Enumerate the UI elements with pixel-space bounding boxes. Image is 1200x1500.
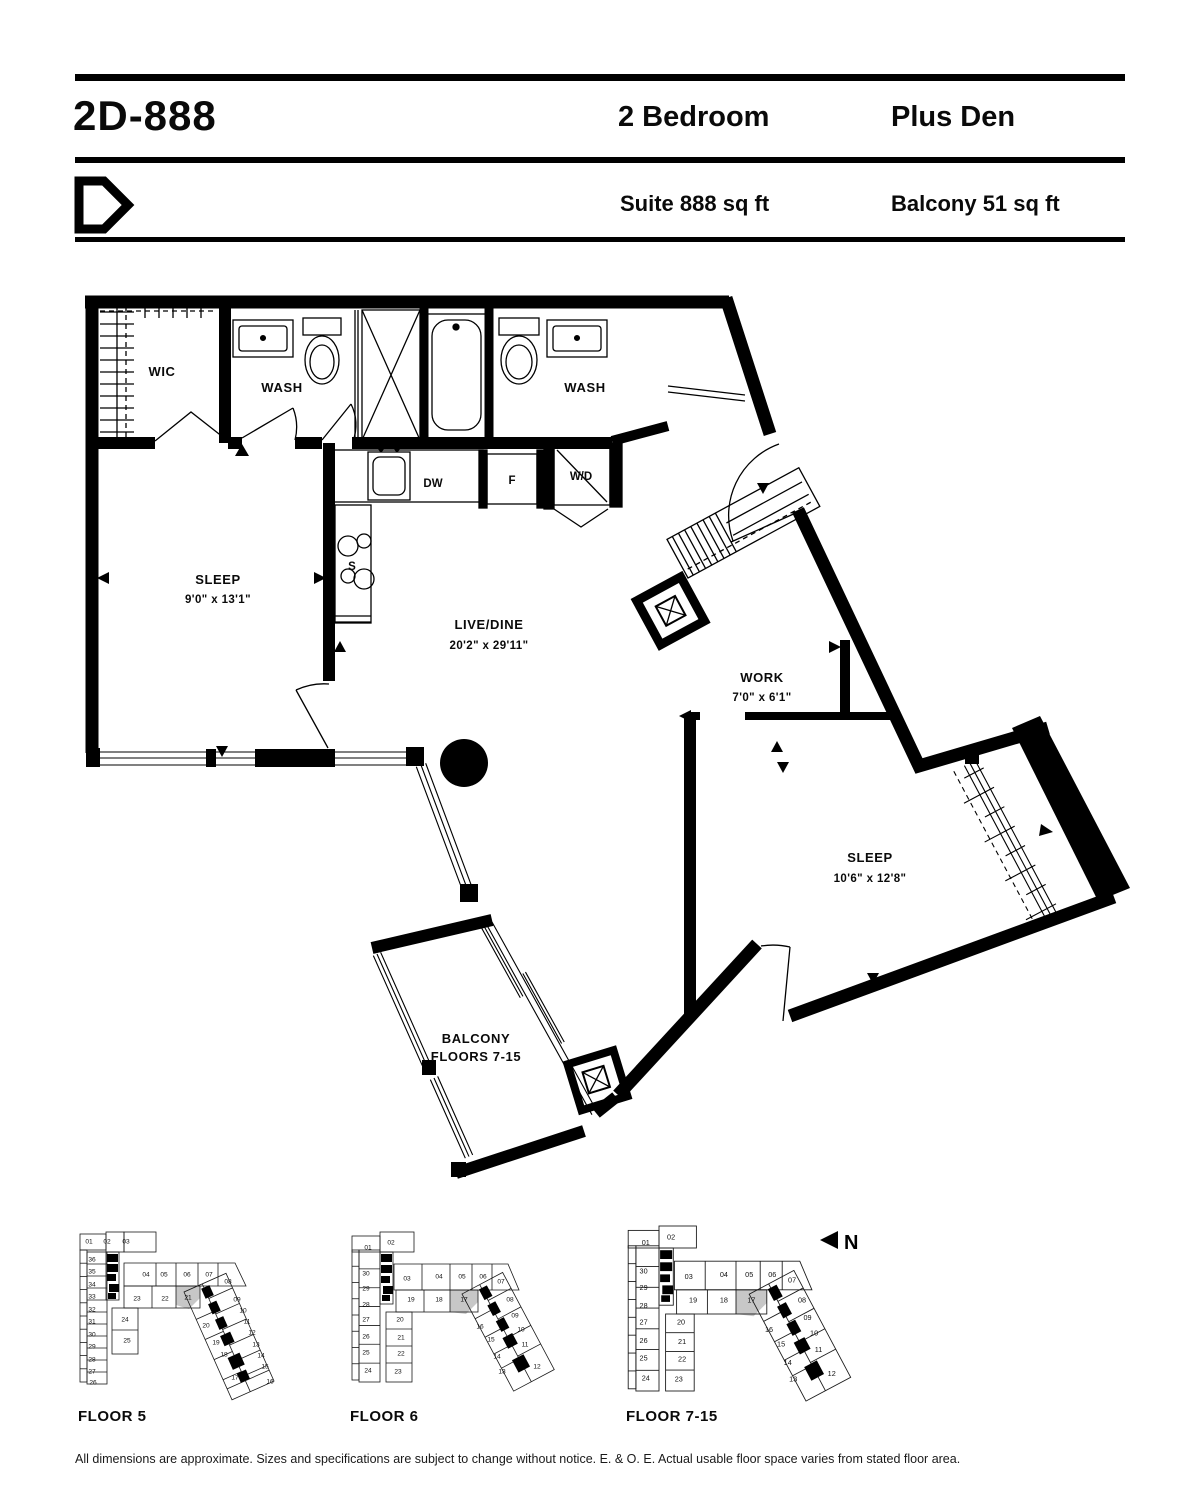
keyplan-unit-number: 03 (122, 1238, 130, 1246)
keyplan-unit-number: 05 (745, 1270, 754, 1280)
wash1-label: WASH (261, 380, 303, 395)
keyplan-unit-number: 30 (362, 1270, 370, 1278)
keyplan-unit-number: 02 (387, 1239, 395, 1247)
keyplan-unit-number: 09 (233, 1296, 241, 1304)
keyplan-unit-number: 28 (88, 1356, 96, 1364)
keyplan-unit-number: 11 (243, 1318, 251, 1326)
wash2-label: WASH (564, 380, 606, 395)
keyplan-unit-number: 24 (641, 1373, 650, 1383)
keyplan-unit-number: 17 (231, 1374, 239, 1382)
keyplan-unit-number: 04 (435, 1273, 443, 1281)
keyplan-unit-number: 05 (458, 1273, 466, 1281)
keyplan-unit-number: 31 (88, 1318, 96, 1326)
keyplan-unit-number: 17 (747, 1295, 756, 1305)
keyplan-unit-number: 13 (498, 1368, 506, 1376)
keyplan-unit-number: 07 (497, 1278, 505, 1286)
keyplan-unit-number: 18 (220, 1351, 228, 1359)
keyplan-unit-number: 10 (239, 1307, 247, 1315)
keyplan-unit-number: 19 (212, 1339, 220, 1347)
keyplan-unit-number: 19 (407, 1296, 415, 1304)
stove (338, 534, 374, 589)
keyplan-unit-number: 21 (678, 1337, 687, 1347)
unit-type-bedrooms: 2 Bedroom (618, 101, 770, 133)
keyplan-unit-number: 16 (476, 1323, 484, 1331)
walls (85, 296, 1130, 1173)
bathroom1-sink (233, 320, 293, 357)
keyplan-unit-number: 03 (403, 1275, 411, 1283)
keyplan-floor-6 (352, 1232, 554, 1391)
wic-label: WIC (148, 364, 176, 379)
keyplan-floor-7-15 (628, 1226, 850, 1401)
keyplan-floor-5 (80, 1232, 274, 1400)
sleep1-dims: 9'0" x 13'1" (185, 594, 251, 606)
shower (355, 310, 420, 440)
keyplan-unit-number: 29 (88, 1343, 96, 1351)
dimension-arrows (97, 444, 1053, 984)
keyplan-unit-number: 19 (689, 1295, 698, 1305)
keyplan-unit-number: 21 (397, 1334, 405, 1342)
keyplan-unit-number: 22 (161, 1295, 169, 1303)
keyplan-unit-number: 13 (252, 1341, 260, 1349)
keyplan-unit-number: 07 (205, 1271, 213, 1279)
keyplan-unit-number: 25 (639, 1353, 648, 1363)
keyplan-unit-number: 22 (397, 1350, 405, 1358)
keyplan-unit-number: 23 (133, 1295, 141, 1303)
keyplan-unit-number: 15 (487, 1336, 495, 1344)
sleep2-dims: 10'6" x 12'8" (833, 873, 907, 885)
keyplan-unit-number: 08 (506, 1296, 514, 1304)
keyplan-unit-number: 04 (719, 1270, 728, 1280)
keyplan-unit-number: 14 (783, 1358, 792, 1368)
keyplan-unit-number: 05 (160, 1271, 168, 1279)
keyplan-unit-number: 24 (121, 1316, 129, 1324)
north-arrow-icon (820, 1231, 858, 1254)
keyplan-unit-number: 18 (435, 1296, 443, 1304)
suite-area: Suite 888 sq ft (620, 191, 770, 216)
structural-column (440, 739, 488, 787)
dishwasher-label: DW (423, 478, 443, 490)
bathroom2-toilet (499, 318, 539, 384)
keyplan-unit-number: 09 (803, 1312, 812, 1322)
keyplan-unit-number: 23 (394, 1368, 402, 1376)
keyplan-unit-number: 02 (667, 1232, 676, 1242)
stove-label: S (348, 561, 356, 573)
keyplan-unit-number: 36 (88, 1256, 96, 1264)
keyplan-unit-number: 04 (142, 1271, 150, 1279)
keyplan-unit-number: 07 (788, 1275, 797, 1285)
keyplan-unit-number: 02 (103, 1238, 111, 1246)
caption-floor-5: FLOOR 5 (78, 1408, 147, 1425)
unit-type-den: Plus Den (891, 101, 1016, 133)
keyplan-unit-number: 18 (719, 1295, 728, 1305)
washer-dryer-closet (544, 443, 622, 527)
keyplan-unit-number: 11 (521, 1341, 529, 1349)
keyplan-unit-number: 28 (639, 1300, 648, 1310)
balcony-label: BALCONY (441, 1031, 511, 1046)
work-dims: 7'0" x 6'1" (732, 692, 792, 704)
north-label: N (844, 1232, 859, 1254)
shaft (637, 577, 705, 645)
live-dine-label: LIVE/DINE (454, 617, 524, 632)
bathroom2-sink (547, 320, 607, 357)
keyplan-unit-number: 12 (827, 1369, 836, 1379)
keyplan-unit-number: 10 (810, 1328, 819, 1338)
keyplan-unit-number: 14 (257, 1352, 265, 1360)
bathroom1-toilet (303, 318, 341, 384)
keyplan-unit-number: 27 (88, 1368, 96, 1376)
keyplan-unit-number: 26 (89, 1379, 97, 1387)
washer-dryer-label: W/D (569, 471, 593, 483)
keyplan-unit-number: 35 (88, 1268, 96, 1276)
keyplan-unit-number: 20 (202, 1322, 210, 1330)
keyplan-unit-number: 12 (533, 1363, 541, 1371)
keyplan-unit-number: 28 (362, 1301, 370, 1309)
balcony-area: Balcony 51 sq ft (891, 191, 1060, 216)
keyplans (80, 1226, 851, 1401)
keyplan-unit-number: 29 (362, 1285, 370, 1293)
keyplan-unit-number: 08 (797, 1295, 807, 1305)
caption-floor-6: FLOOR 6 (350, 1408, 419, 1425)
keyplan-unit-number: 27 (639, 1317, 648, 1327)
keyplan-unit-number: 33 (88, 1293, 96, 1301)
keyplan-unit-number: 25 (123, 1337, 131, 1345)
sleep2-label: SLEEP (847, 850, 893, 865)
kitchen-counter (333, 444, 483, 623)
keyplan-unit-number: 06 (479, 1273, 487, 1281)
keyplan-unit-number: 01 (364, 1244, 372, 1252)
keyplan-unit-number: 01 (641, 1238, 650, 1248)
keyplan-unit-number: 29 (639, 1283, 648, 1293)
keyplan-unit-number: 15 (777, 1339, 786, 1349)
keyplan-unit-number: 26 (639, 1336, 648, 1346)
keyplan-unit-number: 27 (362, 1316, 370, 1324)
keyplan-unit-number: 22 (678, 1354, 687, 1364)
work-label: WORK (740, 670, 784, 685)
keyplan-unit-number: 20 (396, 1316, 404, 1324)
keyplan-unit-number: 24 (364, 1367, 372, 1375)
windows (86, 747, 1061, 1177)
keyplan-unit-number: 08 (224, 1278, 232, 1286)
keyplan-unit-number: 25 (362, 1349, 370, 1357)
keyplan-unit-number: 09 (511, 1312, 519, 1320)
keyplan-unit-number: 14 (493, 1353, 501, 1361)
keyplan-unit-number: 30 (639, 1266, 648, 1276)
unit-code: 2D-888 (73, 92, 217, 139)
keyplan-unit-number: 13 (789, 1374, 798, 1384)
keyplan-unit-number: 32 (88, 1306, 96, 1314)
sleep1-label: SLEEP (195, 572, 241, 587)
keyplan-unit-number: 16 (266, 1378, 274, 1386)
keyplan-unit-number: 23 (674, 1374, 683, 1384)
keyplan-unit-number: 26 (362, 1333, 370, 1341)
keyplan-unit-number: 12 (248, 1329, 256, 1337)
keyplan-unit-number: 01 (85, 1238, 93, 1246)
keyplan-unit-number: 15 (261, 1363, 269, 1371)
keyplan-unit-number: 16 (764, 1325, 774, 1335)
keyplan-unit-number: 21 (184, 1294, 192, 1302)
bathtub (426, 314, 487, 440)
keyplan-unit-number: 10 (517, 1326, 525, 1334)
balcony-floors-label: FLOORS 7-15 (430, 1049, 522, 1064)
shaft (567, 1050, 627, 1110)
keyplan-unit-number: 11 (814, 1344, 823, 1354)
keyplan-unit-number: 34 (88, 1281, 96, 1289)
disclaimer-text: All dimensions are approximate. Sizes and specifications are subject to change without notice. E. & O. E. Actual usable floor space varies from stated floor area. (75, 1452, 961, 1466)
live-dine-dims: 20'2" x 29'11" (449, 640, 529, 652)
fridge-label: F (508, 475, 516, 487)
keyplan-unit-number: 17 (460, 1296, 468, 1304)
keyplan-unit-number: 30 (88, 1331, 96, 1339)
caption-floor-7-15: FLOOR 7-15 (626, 1408, 718, 1425)
keyplan-unit-number: 06 (183, 1271, 191, 1279)
keyplan-unit-number: 06 (768, 1270, 777, 1280)
keyplan-unit-number: 20 (676, 1317, 686, 1327)
keyplan-unit-number: 03 (684, 1272, 693, 1282)
